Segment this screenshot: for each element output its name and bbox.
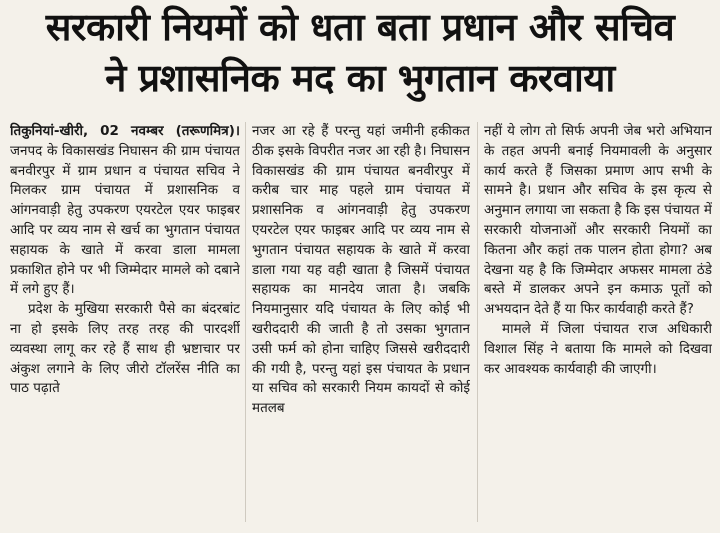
- article-paragraph: नजर आ रहे हैं परन्तु यहां जमीनी हकीकत ठीक इसके विपरीत नजर आ रही है। निघासन विकासखंड की ग्राम पंचायत बनवीरपुर में करीब चार माह पहले ग्राम पंचायत में प्रशासनिक व आंगनवाड़ी हेतु उपकरण एयरटेल एयर फाइबर आदि पर व्यय नाम से भुगतान पंचायत सहायक के खाते में करवा डाला गया यह वही खाता है जिसमें पंचायत सहायक का मानदेय जाता है। जबकि नियमानुसार यदि पंचायत के लिए कोई भी खरीददारी की जाती है तो उसका भुगतान उसी फर्म को होना चाहिए जिससे खरीददारी की गयी है, परन्तु यहां इस पंचायत के प्रधान या सचिव को सरकारी नियम कायदों से कोई मतलब: [252, 123, 470, 417]
- article-paragraph: नहीं ये लोग तो सिर्फ अपनी जेब भरो अभियान के तहत अपनी बनाई नियमावली के अनुसार कार्य करते हैं जिसका प्रमाण आप सभी के सामने है। प्रधान और सचिव के इस कृत्य से अनुमान लगाया जा सकता है कि इस पंचायत में सरकारी योजनाओं और सरकारी नियमों का कितना और कहां तक पालन होता होगा? अब देखना यह है कि जिम्मेदार अफसर मामला ठंडे बस्ते में डालकर अपने इन कमाऊ पूतों को अभयदान देते हैं या फिर कार्यवाही करते हैं?: [484, 123, 712, 318]
- column-divider: [477, 122, 478, 522]
- article-column-3: [484, 122, 712, 527]
- article-paragraph: मामले में जिला पंचायत राज अधिकारी विशाल सिंह ने बताया कि मामले को दिखवा कर आवश्यक कार्यवाही की जाएगी।: [484, 320, 712, 377]
- article-column-1: [10, 122, 240, 527]
- headline-line-2: ने प्रशासनिक मद का भुगतान करवाया: [105, 56, 615, 100]
- headline-line-1: सरकारी नियमों को धता बता प्रधान और सचिव: [45, 5, 675, 49]
- article-column-2: [252, 122, 470, 527]
- article-paragraph: प्रदेश के मुखिया सरकारी पैसे का बंदरबांट ना हो इसके लिए तरह तरह की पारदर्शी व्यवस्था लागू कर रहे हैं साथ ही भ्रष्टाचार पर अंकुश लगाने के लिए जीरो टॉलरेंस नीति का पाठ पढ़ाते: [10, 301, 240, 397]
- dateline: तिकुनियां-खीरी, 02 नवम्बर (तरूणमित्र)।: [10, 123, 240, 139]
- article-paragraph: [10, 122, 240, 300]
- column-divider: [245, 122, 246, 522]
- paragraph-text: जनपद के विकासखंड निघासन की ग्राम पंचायत बनवीरपुर में ग्राम प्रधान व पंचायत सचिव ने मिलकर ग्राम पंचायत में प्रशासनिक व आंगनवाड़ी हेतु उपकरण एयरटेल एयर फाइबर आदि पर व्यय नाम से खर्च का भुगतान पंचायत सहायक के खाते में करवा डाला मामला प्रकाशित होने पर भी जिम्मेदार मामले को दबाने में लगे हुए हैं।: [10, 142, 240, 298]
- headline: [8, 2, 712, 104]
